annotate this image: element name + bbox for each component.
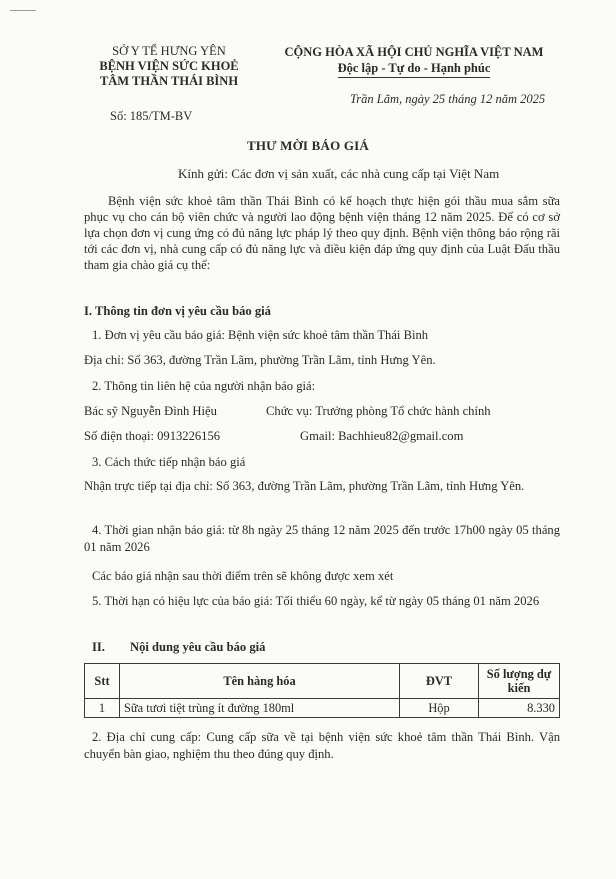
document-title: THƯ MỜI BÁO GIÁ	[246, 138, 370, 153]
cell-quantity: 8.330	[479, 699, 560, 718]
national-header	[264, 44, 564, 78]
place-date: Trần Lãm, ngày 25 tháng 12 năm 2025	[350, 92, 546, 106]
issuer-block	[84, 44, 254, 89]
receive-method: Nhận trực tiếp tại địa chỉ: Số 363, đường Trần Lãm, phường Trần Lãm, tỉnh Hưng Yên.	[84, 479, 525, 493]
section2-item2: 2. Địa chỉ cung cấp: Cung cấp sữa về tại bệnh viện sức khoẻ tâm thần Thái Bình. Vận chuyển bàn giao, nghiệm thu theo đúng quy định.	[84, 730, 560, 761]
contact-title: Chức vụ: Trưởng phòng Tổ chức hành chính	[266, 404, 491, 418]
cell-stt: 1	[85, 699, 120, 718]
contact-name: Bác sỹ Nguyễn Đình Hiệu	[84, 404, 217, 418]
hospital-name-line2: TÂM THẦN THÁI BÌNH	[99, 74, 239, 88]
section1-item1: 1. Đơn vị yêu cầu báo giá: Bệnh viện sức khoẻ tâm thần Thái Bình	[92, 328, 429, 342]
recipient-line: Kính gửi: Các đơn vị sản xuất, các nhà cung cấp tại Việt Nam	[178, 166, 500, 181]
header-quantity: Số lượng dự kiến	[479, 664, 560, 699]
late-note: Các báo giá nhận sau thời điểm trên sẽ không được xem xét	[92, 569, 394, 583]
section1-item2: 2. Thông tin liên hệ của người nhận báo giá:	[92, 379, 316, 393]
document-number: Số: 185/TM-BV	[110, 109, 193, 123]
goods-table	[84, 663, 560, 718]
cell-unit: Hộp	[400, 699, 479, 718]
header-unit: ĐVT	[400, 664, 479, 699]
section1-item3: 3. Cách thức tiếp nhận báo giá	[92, 455, 246, 469]
section1-item5: 5. Thời hạn có hiệu lực của báo giá: Tối thiểu 60 ngày, kể từ ngày 05 tháng 01 năm 2026	[92, 594, 540, 608]
cell-item-name: Sữa tươi tiệt trùng ít đường 180ml	[120, 699, 400, 718]
contact-email: Gmail: Bachhieu82@gmail.com	[300, 429, 464, 443]
section1-heading: I. Thông tin đơn vị yêu cầu báo giá	[84, 304, 271, 318]
contact-phone: Số điện thoại: 0913226156	[84, 429, 221, 443]
scan-mark	[10, 10, 36, 11]
national-motto: Độc lập - Tự do - Hạnh phúc	[338, 60, 491, 78]
section1-address: Địa chỉ: Số 363, đường Trần Lãm, phường Trần Lãm, tỉnh Hưng Yên.	[84, 353, 436, 367]
table-row	[85, 699, 560, 718]
section2-heading: Nội dung yêu cầu báo giá	[130, 640, 266, 654]
section1-item4: 4. Thời gian nhận báo giá: từ 8h ngày 25 tháng 12 năm 2025 đến trước 17h00 ngày 05 tháng 01 năm 2026	[84, 523, 560, 554]
intro-paragraph: Bệnh viện sức khoẻ tâm thần Thái Bình có kế hoạch thực hiện gói thầu mua sắm sữa phục vụ cho cán bộ viên chức và người lao động bệnh viện tháng 12 năm 2025. Để có cơ sở lựa chọn đơn vị cung ứng có đủ năng lực pháp lý theo quy định. Bệnh viện thông báo rộng rãi tới các đơn vị, nhà cung cấp có đủ năng lực và điều kiện đáp ứng quy định của Luật Đấu thầu tham gia chào giá cụ thể:	[84, 194, 560, 272]
header-item-name: Tên hàng hóa	[120, 664, 400, 699]
department-name: SỞ Y TẾ HƯNG YÊN	[112, 44, 226, 58]
nation-name: CỘNG HÒA XÃ HỘI CHỦ NGHĨA VIỆT NAM	[284, 45, 544, 59]
table-header-row	[85, 664, 560, 699]
hospital-name-line1: BỆNH VIỆN SỨC KHOẺ	[99, 59, 239, 73]
section2-heading-number: II.	[92, 640, 105, 654]
header-stt: Stt	[85, 664, 120, 699]
